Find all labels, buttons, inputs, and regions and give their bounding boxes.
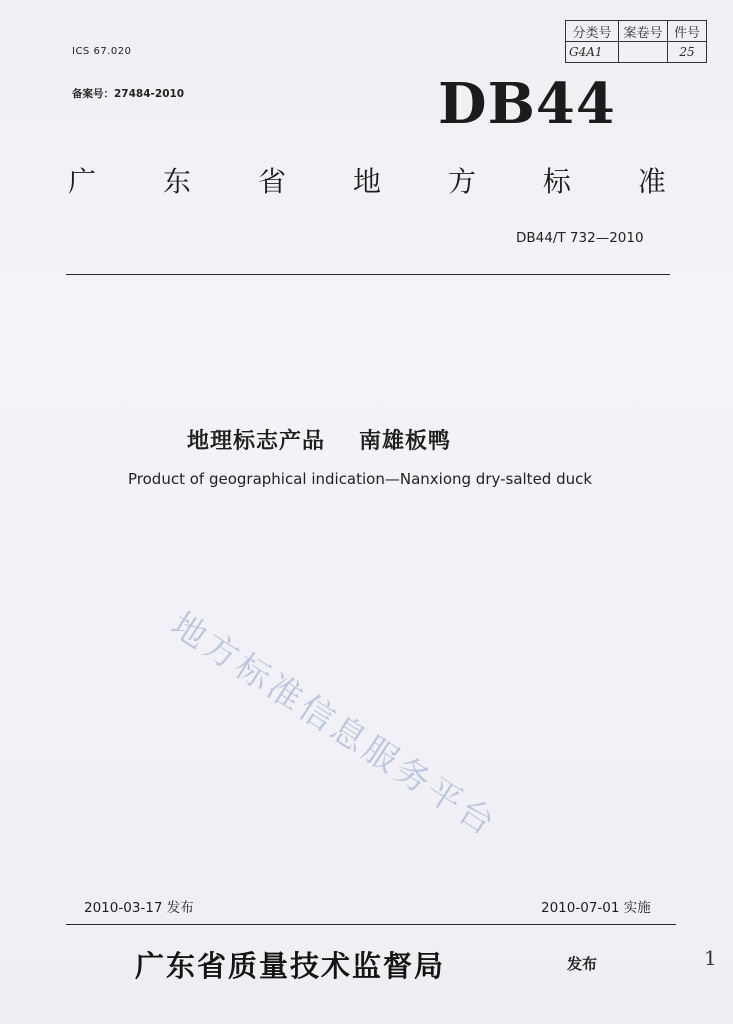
stamp-value-file	[619, 42, 668, 63]
stamp-header-category: 分类号	[566, 21, 619, 42]
page-number: 1	[704, 946, 717, 970]
registration-number: 备案号：27484-2010	[72, 88, 185, 100]
stamp-value-category: G4A1	[566, 42, 619, 63]
standard-type-char: 标	[542, 165, 571, 198]
implementation-date: 2010-07-01 实施	[541, 900, 651, 916]
standard-type-char: 地	[352, 165, 381, 198]
stamp-header-item: 件号	[668, 21, 707, 42]
watermark: 地方标准信息服务平台	[163, 604, 505, 846]
standard-type-char: 省	[257, 165, 286, 198]
standard-type-char: 东	[162, 165, 191, 198]
document-title-english: Product of geographical indication—Nanxiong dry-salted duck	[128, 470, 593, 488]
title-cn-category: 地理标志产品	[187, 429, 326, 454]
footer-divider	[66, 924, 676, 925]
issue-date: 2010-03-17 发布	[84, 900, 194, 916]
ics-code: ICS 67.020	[72, 46, 132, 57]
stamp-header-file: 案卷号	[619, 21, 668, 42]
title-cn-product: 南雄板鸭	[359, 429, 452, 454]
document-title-chinese	[187, 424, 451, 455]
issuing-authority: 广东省质量技术监督局	[135, 949, 446, 983]
standard-type-char: 广	[68, 165, 97, 198]
standard-number: DB44/T 732—2010	[516, 230, 644, 246]
stamp-value-item: 25	[668, 42, 707, 63]
standard-type-char: 准	[637, 165, 666, 198]
archive-stamp-table	[565, 20, 707, 63]
standard-type-title	[68, 160, 666, 200]
db-code: DB44	[438, 71, 616, 137]
standard-type-char: 方	[447, 165, 476, 198]
header-divider	[66, 274, 670, 275]
publish-label: 发布	[567, 955, 598, 973]
